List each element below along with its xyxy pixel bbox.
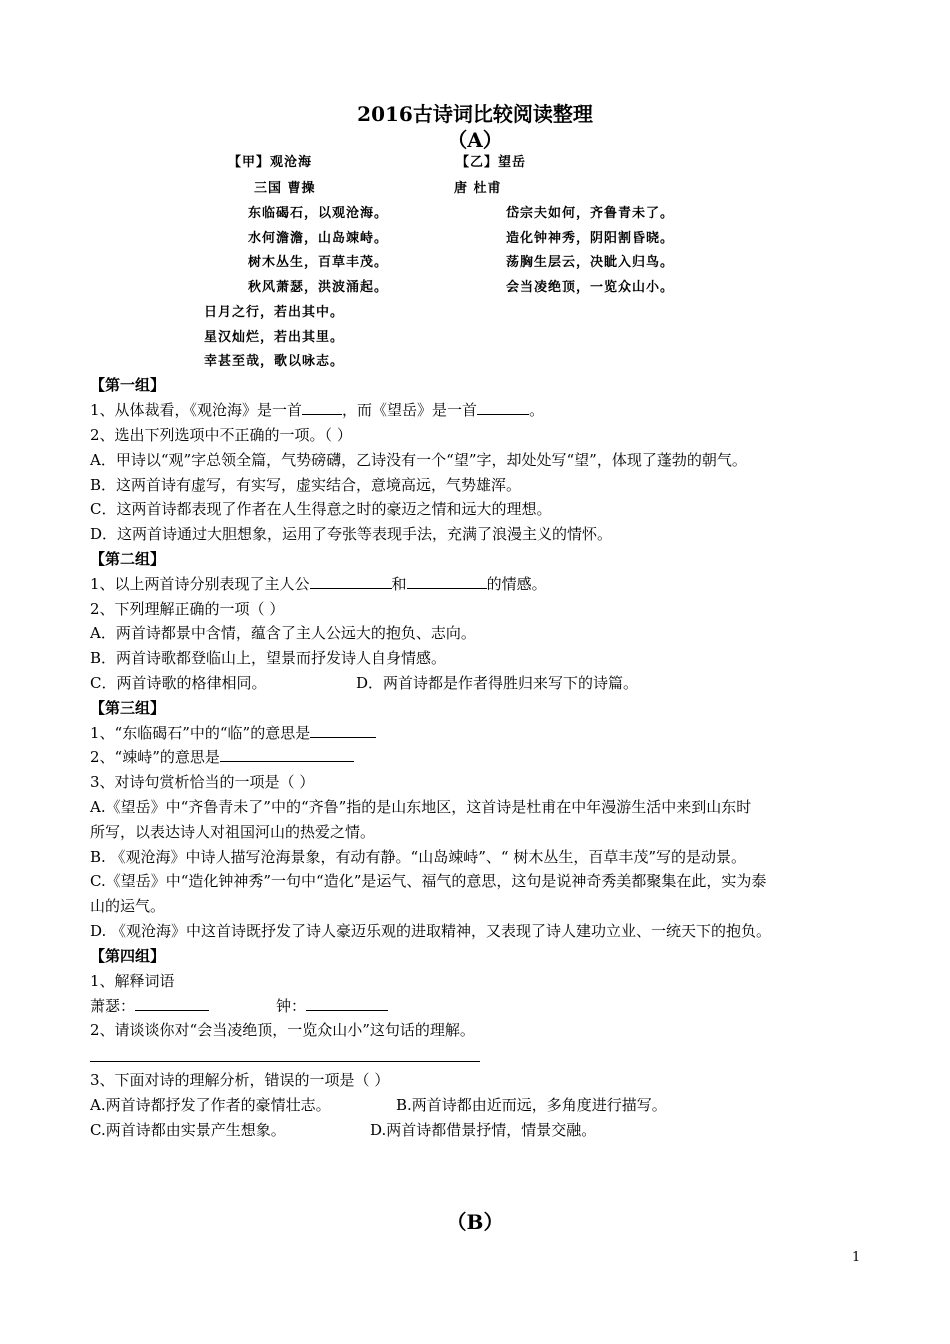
- group4-term2: [276, 995, 388, 1016]
- group3-q1: [90, 722, 376, 743]
- group4-q1: 1、解释词语: [90, 972, 175, 990]
- page-number: 1: [852, 1250, 861, 1265]
- group4-option-d: D.两首诗都借景抒情，情景交融。: [370, 1121, 597, 1139]
- group3-q2: [90, 746, 354, 767]
- group3-option-c: C.《望岳》中“造化钟神秀”一句中“造化”是运气、福气的意思，这句是说神奇秀美都聚集在此，实为泰: [90, 872, 767, 890]
- group1-option-c: C．这两首诗都表现了作者在人生得意之时的豪迈之情和远大的理想。: [90, 500, 552, 518]
- group3-option-c-cont: 山的运气。: [90, 897, 166, 915]
- q1-text-part: 1、以上两首诗分别表现了主人公: [90, 575, 310, 593]
- q1-text-part: ，而《望岳》是一首: [342, 401, 478, 419]
- q1-text-part: 1、从体裁看，《观沧海》是一首: [90, 401, 303, 419]
- group4-option-b: B.两首诗都由近而远，多角度进行描写。: [396, 1096, 667, 1114]
- document-title: 2016古诗词比较阅读整理: [357, 102, 593, 126]
- group4-q3: 3、下面对诗的理解分析，错误的一项是（ ）: [90, 1071, 390, 1089]
- poem-jia-heading: 【甲】观沧海: [228, 155, 313, 170]
- group3-option-a-cont: 所写，以表达诗人对祖国河山的热爱之情。: [90, 823, 376, 841]
- group2-option-a: A．两首诗都景中含情，蕴含了主人公远大的抱负、志向。: [90, 624, 476, 642]
- answer-blank[interactable]: [477, 399, 529, 415]
- poem-jia-line: 日月之行，若出其中。: [204, 305, 345, 320]
- term-label: 钟：: [276, 997, 307, 1015]
- section-a-heading: （A）: [447, 128, 503, 152]
- poem-yi-line: 会当凌绝顶，一览众山小。: [506, 280, 675, 295]
- q-text: 2、“竦峙”的意思是: [90, 748, 220, 766]
- poem-jia-line: 树木丛生，百草丰茂。: [248, 255, 389, 270]
- poem-jia-author: 三国 曹操: [254, 181, 316, 196]
- group2-option-c: C．两首诗歌的格律相同。: [90, 674, 267, 692]
- group1-q1: [90, 399, 544, 420]
- group3-option-d: D. 《观沧海》中这首诗既抒发了诗人豪迈乐观的进取精神，又表现了诗人建功立业、一统天下的抱负。: [90, 922, 772, 940]
- answer-blank[interactable]: [135, 995, 209, 1011]
- group2-heading: 【第二组】: [90, 550, 166, 568]
- q1-text-part: 。: [529, 401, 545, 419]
- group3-heading: 【第三组】: [90, 699, 166, 717]
- answer-blank[interactable]: [407, 573, 487, 589]
- group4-option-c: C.两首诗都由实景产生想象。: [90, 1121, 286, 1139]
- group1-heading: 【第一组】: [90, 376, 166, 394]
- poem-yi-author: 唐 杜甫: [454, 181, 502, 196]
- group4-option-a: A.两首诗都抒发了作者的豪情壮志。: [90, 1096, 331, 1114]
- poem-jia-line: 星汉灿烂，若出其里。: [204, 330, 345, 345]
- answer-blank[interactable]: [306, 995, 388, 1011]
- poem-jia-line: 秋风萧瑟，洪波涌起。: [248, 280, 389, 295]
- group1-option-b: B．这两首诗有虚写，有实写，虚实结合，意境高远，气势雄浑。: [90, 476, 522, 494]
- q-text: 1、“东临碣石”中的“临”的意思是: [90, 724, 311, 742]
- poem-yi-heading: 【乙】望岳: [456, 155, 527, 170]
- group1-option-a: A．甲诗以“观”字总领全篇，气势磅礴，乙诗没有一个“望”字，却处处写“望”，体现了蓬勃的朝气。: [90, 451, 747, 469]
- group1-option-d: D．这两首诗通过大胆想象，运用了夸张等表现手法，充满了浪漫主义的情怀。: [90, 525, 613, 543]
- group2-option-d: D．两首诗都是作者得胜归来写下的诗篇。: [356, 674, 639, 692]
- answer-line[interactable]: [90, 1061, 480, 1062]
- answer-blank[interactable]: [310, 573, 392, 589]
- poem-jia-line: 幸甚至哉，歌以咏志。: [204, 354, 345, 369]
- section-b-heading: （B）: [446, 1210, 504, 1234]
- group4-heading: 【第四组】: [90, 947, 166, 965]
- poem-yi-line: 造化钟神秀，阴阳割昏晓。: [506, 231, 675, 246]
- group4-term1: [90, 995, 209, 1016]
- poem-jia-line: 东临碣石，以观沧海。: [248, 206, 389, 221]
- group2-option-b: B．两首诗歌都登临山上，望景而抒发诗人自身情感。: [90, 649, 447, 667]
- answer-blank[interactable]: [220, 746, 354, 762]
- group1-q2: 2、选出下列选项中不正确的一项。（ ）: [90, 426, 352, 444]
- term-label: 萧瑟：: [90, 997, 136, 1015]
- group2-q1: [90, 573, 547, 594]
- answer-blank[interactable]: [310, 722, 376, 738]
- poem-yi-line: 岱宗夫如何，齐鲁青未了。: [506, 206, 675, 221]
- q1-text-part: 和: [391, 575, 407, 593]
- poem-jia-line: 水何澹澹，山岛竦峙。: [248, 231, 389, 246]
- group3-q3: 3、对诗句赏析恰当的一项是（ ）: [90, 773, 315, 791]
- poem-yi-line: 荡胸生层云，决眦入归鸟。: [506, 255, 675, 270]
- group3-option-a: A.《望岳》中“齐鲁青未了”中的“齐鲁”指的是山东地区，这首诗是杜甫在中年漫游生活中来到山东时: [90, 798, 752, 816]
- group4-q2: 2、请谈谈你对“会当凌绝顶，一览众山小”这句话的理解。: [90, 1021, 475, 1039]
- group2-q2: 2、下列理解正确的一项（ ）: [90, 600, 285, 618]
- q1-text-part: 的情感。: [486, 575, 547, 593]
- answer-blank[interactable]: [302, 399, 342, 415]
- group3-option-b: B. 《观沧海》中诗人描写沧海景象，有动有静。“山岛竦峙”、“ 树木丛生，百草丰茂”写的是动景。: [90, 848, 747, 866]
